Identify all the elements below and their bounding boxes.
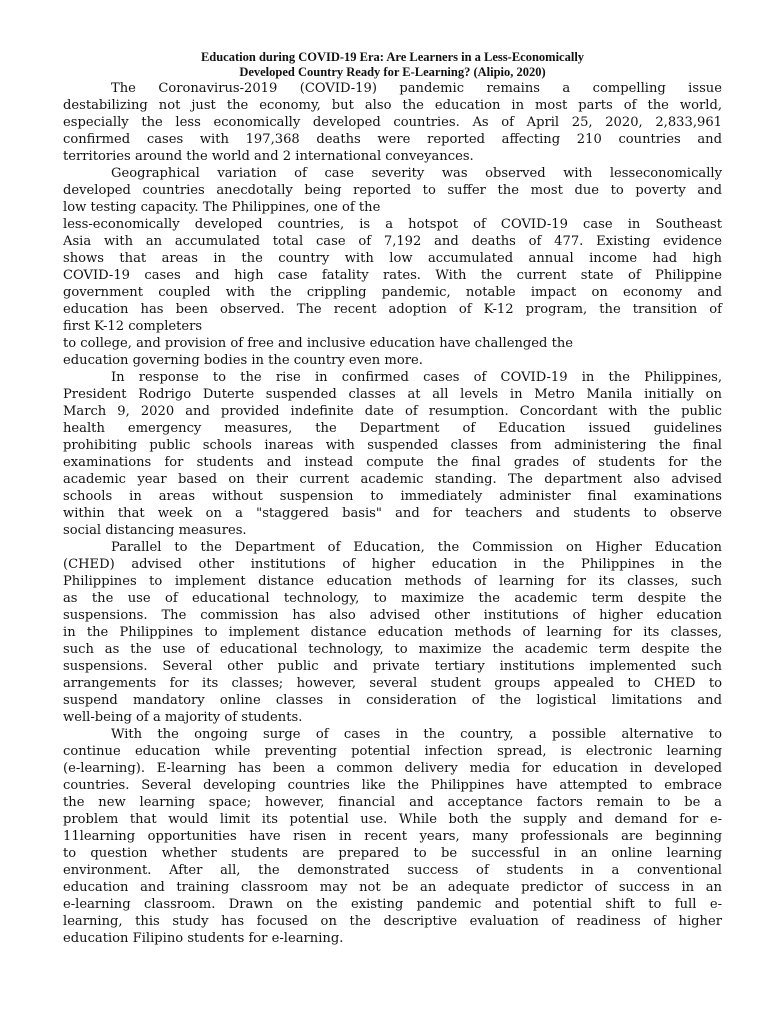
paragraph-line: education governing bodies in the country even more. bbox=[63, 353, 423, 368]
paragraph-line: confirmed cases with 197,368 deaths were reported affecting 210 countries and bbox=[63, 132, 722, 147]
paragraph-line: territories around the world and 2 international conveyances. bbox=[63, 149, 474, 164]
title-line-1: Education during COVID-19 Era: Are Learners in a Less-Economically bbox=[200, 50, 585, 64]
paragraph-line: Parallel to the Department of Education, the Commission on Higher Education bbox=[111, 540, 722, 555]
paragraph-line: especially the less economically developed countries. As of April 25, 2020, 2,833,961 bbox=[63, 115, 722, 130]
paragraph-line: e-learning classroom. Drawn on the existing pandemic and potential shift to full e- bbox=[63, 897, 722, 912]
paragraph-line: Asia with an accumulated total case of 7,192 and deaths of 477. Existing evidence bbox=[63, 234, 722, 249]
paragraph-line: developed countries anecdotally being reported to suffer the most due to poverty and bbox=[63, 183, 722, 198]
document-page bbox=[63, 50, 722, 947]
paragraph-line: first K-12 completers bbox=[63, 319, 203, 334]
paragraph-line: problem that would limit its potential use. While both the supply and demand for e- bbox=[63, 812, 722, 827]
paragraph-line: well-being of a majority of students. bbox=[63, 710, 303, 725]
paragraph-line: examinations for students and instead compute the final grades of students for the bbox=[63, 455, 722, 470]
paragraph-line: With the ongoing surge of cases in the country, a possible alternative to bbox=[111, 727, 722, 742]
paragraph-line: low testing capacity. The Philippines, one of the bbox=[63, 200, 381, 215]
paragraph-line: government coupled with the crippling pandemic, notable impact on economy and bbox=[63, 285, 722, 300]
paragraph bbox=[63, 80, 722, 165]
paragraph-line: In response to the rise in confirmed cases of COVID-19 in the Philippines, bbox=[111, 370, 722, 385]
paragraph-line: 11learning opportunities have risen in recent years, many professionals are beginning bbox=[63, 829, 722, 844]
document-body bbox=[63, 80, 722, 947]
paragraph-line: COVID-19 cases and high case fatality rates. With the current state of Philippine bbox=[63, 268, 722, 283]
paragraph-line: (CHED) advised other institutions of higher education in the Philippines in the bbox=[63, 557, 722, 572]
paragraph-line: social distancing measures. bbox=[63, 523, 247, 538]
paragraph bbox=[63, 726, 722, 947]
paragraph-line: within that week on a "staggered basis" and for teachers and students to observe bbox=[63, 506, 722, 521]
paragraph bbox=[63, 369, 722, 539]
paragraph-line: countries. Several developing countries like the Philippines have attempted to embrace bbox=[63, 778, 722, 793]
paragraph-line: health emergency measures, the Department of Education issued guidelines bbox=[63, 421, 722, 436]
paragraph-line: suspensions. Several other public and private tertiary institutions implemented such bbox=[63, 659, 722, 674]
paragraph-line: suspend mandatory online classes in consideration of the logistical limitations and bbox=[63, 693, 722, 708]
paragraph-line: education has been observed. The recent adoption of K-12 program, the transition of bbox=[63, 302, 722, 317]
paragraph-line: destabilizing not just the economy, but also the education in most parts of the world, bbox=[63, 98, 722, 113]
paragraph-line: to question whether students are prepared to be successful in an online learning bbox=[63, 846, 722, 861]
paragraph-line: March 9, 2020 and provided indefinite date of resumption. Concordant with the public bbox=[63, 404, 722, 419]
paragraph-line: The Coronavirus-2019 (COVID-19) pandemic remains a compelling issue bbox=[111, 81, 722, 96]
paragraph-line: schools in areas without suspension to immediately administer final examinations bbox=[63, 489, 722, 504]
paragraph-line: such as the use of educational technology, to maximize the academic term despite the bbox=[63, 642, 722, 657]
paragraph-line: as the use of educational technology, to maximize the academic term despite the bbox=[63, 591, 722, 606]
paragraph-line: education and training classroom may not be an adequate predictor of success in an bbox=[63, 880, 722, 895]
paragraph bbox=[63, 539, 722, 726]
paragraph-line: prohibiting public schools inareas with suspended classes from administering the final bbox=[63, 438, 722, 453]
paragraph-line: Geographical variation of case severity was observed with lesseconomically bbox=[111, 166, 722, 181]
paragraph-line: continue education while preventing potential infection spread, is electronic learning bbox=[63, 744, 722, 759]
paragraph-line: (e-learning). E-learning has been a common delivery media for education in developed bbox=[63, 761, 722, 776]
paragraph-line: arrangements for its classes; however, several student groups appealed to CHED to bbox=[63, 676, 722, 691]
title-line-2: Developed Country Ready for E-Learning? (Alipio, 2020) bbox=[239, 65, 546, 79]
paragraph-line: less-economically developed countries, is a hotspot of COVID-19 case in Southeast bbox=[63, 217, 722, 232]
paragraph-line: to college, and provision of free and inclusive education have challenged the bbox=[63, 336, 574, 351]
paragraph-line: environment. After all, the demonstrated success of students in a conventional bbox=[63, 863, 722, 878]
paragraph-line: President Rodrigo Duterte suspended classes at all levels in Metro Manila initially on bbox=[63, 387, 722, 402]
paragraph-line: education Filipino students for e-learning. bbox=[63, 931, 344, 946]
paragraph-line: the new learning space; however, financial and acceptance factors remain to be a bbox=[63, 795, 722, 810]
paragraph-line: in the Philippines to implement distance education methods of learning for its classes, bbox=[63, 625, 722, 640]
paragraph-line: learning, this study has focused on the descriptive evaluation of readiness of higher bbox=[63, 914, 722, 929]
paragraph-line: shows that areas in the country with low accumulated annual income had high bbox=[63, 251, 722, 266]
paragraph bbox=[63, 165, 722, 369]
document-title bbox=[63, 50, 722, 80]
paragraph-line: Philippines to implement distance education methods of learning for its classes, such bbox=[63, 574, 722, 589]
paragraph-line: academic year based on their current academic standing. The department also advised bbox=[63, 472, 722, 487]
paragraph-line: suspensions. The commission has also advised other institutions of higher education bbox=[63, 608, 722, 623]
